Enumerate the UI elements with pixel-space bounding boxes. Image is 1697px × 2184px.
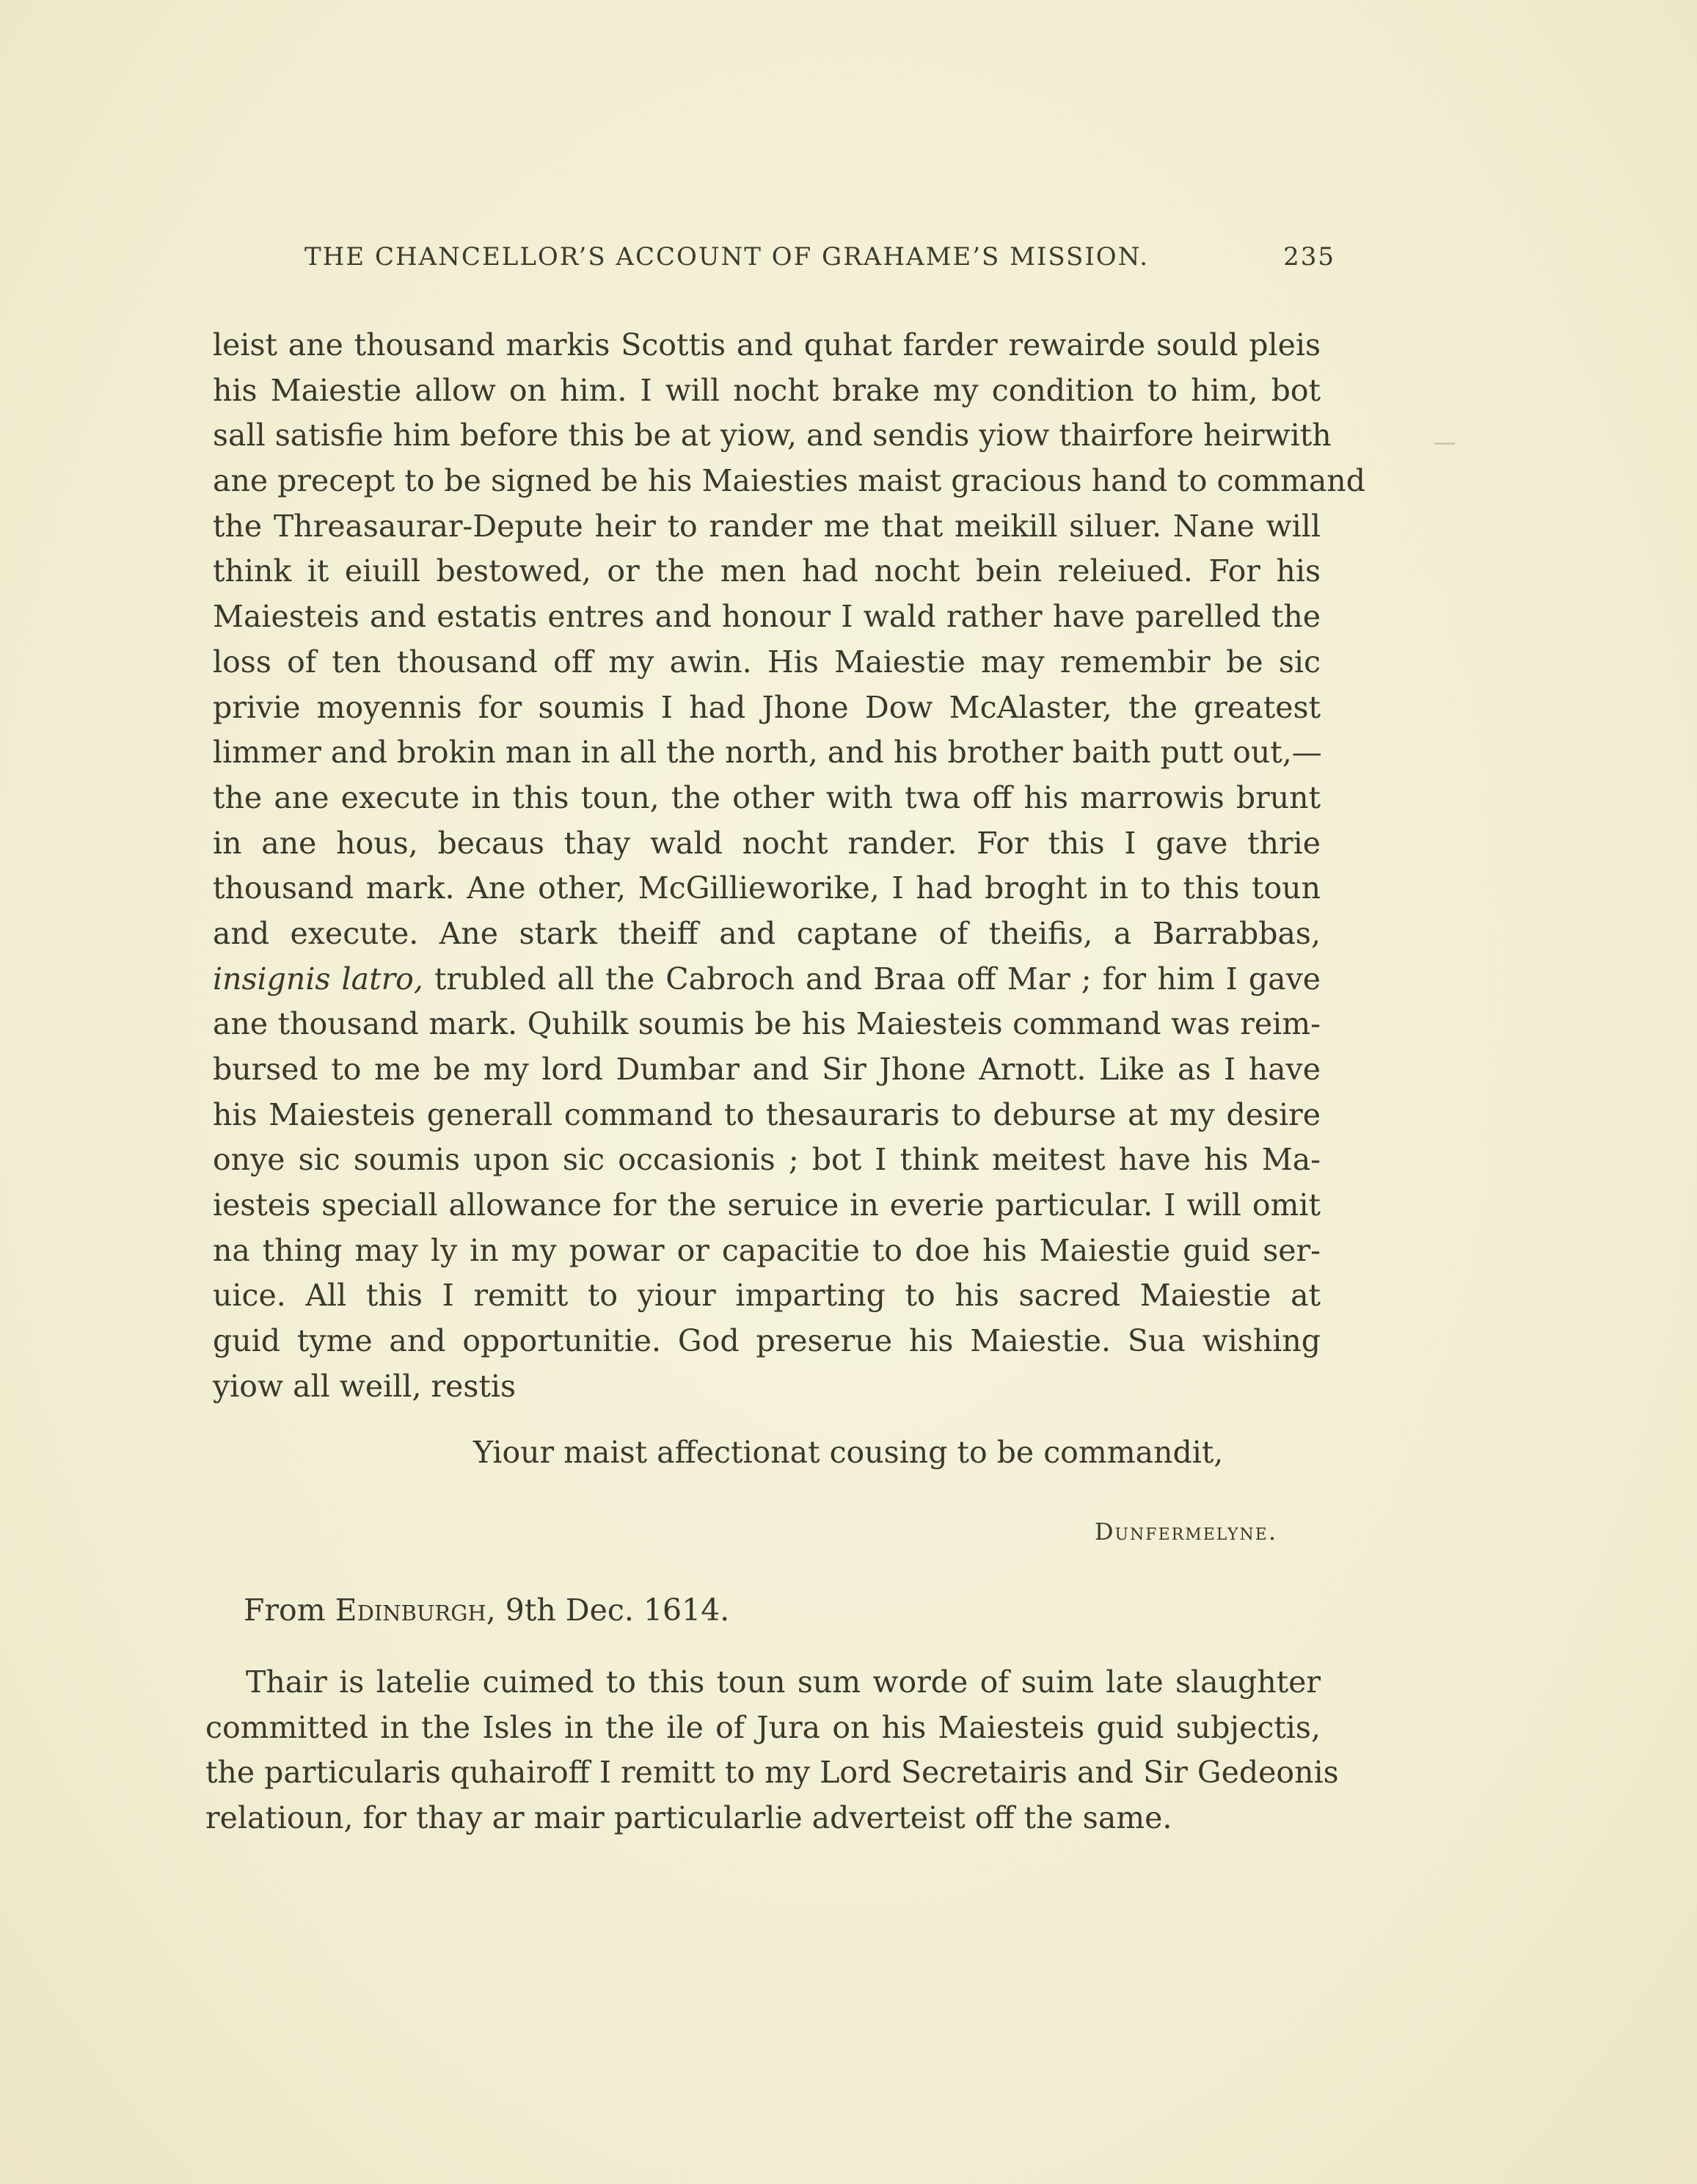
running-head-title: THE CHANCELLOR’S ACCOUNT OF GRAHAME’S MISSION. [304,242,1150,272]
text-line: ane precept to be signed be his Maiesties maist gracious hand to command [213,463,1365,499]
text-line: iesteis speciall allowance for the seruice in everie particular. I will omit [213,1187,1321,1223]
text-line: bursed to me be my lord Dumbar and Sir Jhone Arnott. Like as I have [213,1052,1321,1087]
letter-body [213,323,1365,1410]
text-line: ane thousand mark. Quhilk soumis be his Maiesteis command was reim- [213,1006,1321,1042]
text-line: leist ane thousand markis Scottis and quhat farder rewairde sould pleis [213,327,1321,363]
text-line: loss of ten thousand off my awin. His Maiestie may remembir be sic [213,644,1321,680]
text-line: yiow all weill, restis [213,1368,517,1404]
text-line: na thing may ly in my powar or capacitie to doe his Maiestie guid ser- [213,1232,1321,1268]
dateline-place: Edinburgh, [335,1592,496,1628]
text-line: sall satisfie him before this be at yiow, and sendis yiow thairfore heirwith [213,418,1332,454]
text-line: limmer and brokin man in all the north, and his brother baith putt out,— [213,735,1322,771]
text-line: uice. All this I remitt to yiour imparting to his sacred Maiestie at [213,1278,1321,1314]
text-line-rest: trubled all the Cabroch and Braa off Mar ; for him I gave [423,961,1321,997]
signature: Dunfermelyne. [1094,1518,1277,1546]
text-line: and execute. Ane stark theiff and captane of theifis, a Barrabbas, [213,915,1321,951]
text-line-italic-phrase [213,957,1321,1002]
letter-closing: Yiour maist affectionat cousing to be commandit, [473,1435,1224,1470]
text-line: onye sic soumis upon sic occasionis ; bot I think meitest have his Ma- [213,1142,1321,1178]
paper-speck [1434,443,1455,445]
dateline-prefix: From [244,1592,326,1628]
text-line: relatioun, for thay ar mair particularlie adverteist off the same. [205,1800,1172,1836]
italic-phrase: insignis latro, [213,961,423,997]
text-line: Maiesteis and estatis entres and honour I wald rather have parelled the [213,599,1321,635]
text-line: guid tyme and opportunitie. God preserue his Maiestie. Sua wishing [213,1323,1321,1359]
page-number: 235 [1283,242,1335,272]
text-line: think it eiuill bestowed, or the men had nocht bein releiued. For his [213,553,1321,589]
running-head [304,242,1335,272]
text-line: the ane execute in this toun, the other with twa off his marrowis brunt [213,779,1321,815]
text-line: his Maiestie allow on him. I will nocht brake my condition to him, bot [213,372,1321,408]
text-line: thousand mark. Ane other, McGillieworike, I had broght in to this toun [213,870,1321,906]
dateline [244,1592,729,1628]
text-line: the particularis quhairoff I remitt to my Lord Secretairis and Sir Gedeonis [205,1755,1339,1791]
text-line: the Threasaurar-Depute heir to rander me that meikill siluer. Nane will [213,508,1321,544]
dateline-date: 9th Dec. 1614. [505,1592,730,1628]
text-line: in ane hous, becaus thay wald nocht rander. For this I gave thrie [213,825,1321,861]
postscript [205,1660,1339,1841]
text-line: his Maiesteis generall command to thesauraris to deburse at my desire [213,1096,1321,1132]
text-line: privie moyennis for soumis I had Jhone Dow McAlaster, the greatest [213,689,1321,725]
text-line: Thair is latelie cuimed to this toun sum worde of suim late slaughter [246,1664,1321,1700]
text-line: committed in the Isles in the ile of Jura on his Maiesteis guid subjectis, [205,1709,1321,1745]
